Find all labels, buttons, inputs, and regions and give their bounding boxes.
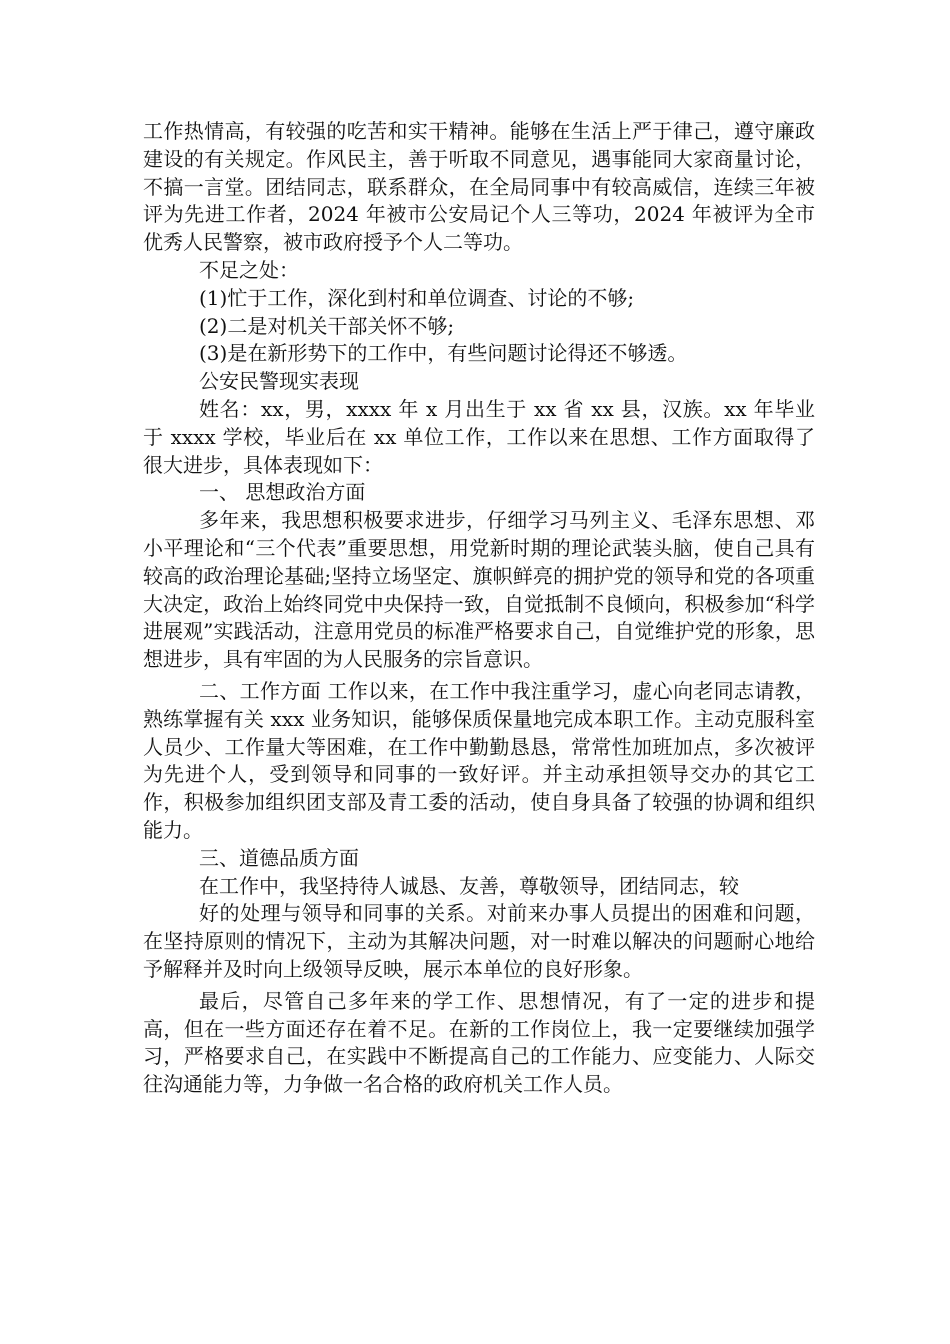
list-item-shortcoming-2: (2)二是对机关干部关怀不够; bbox=[199, 313, 455, 338]
heading-shortcomings: 不足之处： bbox=[199, 257, 299, 282]
paragraph-conclusion: 最后，尽管自己多年来的学工作、思想情况，有了一定的进步和提高，但在一些方面还存在着不足。在新的工作岗位上，我一定要继续加强学习，严格要求自己，在实践中不断提高自己的工作能力、应变能力、人际交往沟通能力等，力争做一名合格的政府机关工作人员。 bbox=[143, 988, 815, 1097]
heading-moral-quality: 三、道德品质方面 bbox=[199, 845, 359, 870]
paragraph-merits: 工作热情高，有较强的吃苦和实干精神。能够在生活上严于律己，遵守廉政建设的有关规定。作风民主，善于听取不同意见，遇事能同大家商量讨论，不搞一言堂。团结同志，联系群众，在全局同事中有较高威信，连续三年被评为先进工作者，2024 年被市公安局记个人三等功，2024 年被评为全市优秀人民警察，被市政府授予个人二等功。 bbox=[143, 119, 815, 255]
list-item-shortcoming-3: (3)是在新形势下的工作中，有些问题讨论得还不够透。 bbox=[199, 341, 688, 366]
paragraph-moral-quality-lead: 在工作中，我坚持待人诚恳、友善，尊敬领导，团结同志，较 bbox=[199, 873, 739, 898]
list-item-shortcoming-1: (1)忙于工作，深化到村和单位调查、讨论的不够; bbox=[199, 285, 635, 310]
paragraph-political-thought: 多年来，我思想积极要求进步，仔细学习马列主义、毛泽东思想、邓小平理论和“三个代表”重要思想，用党新时期的理论武装头脑，使自己具有较高的政治理论基础;坚持立场坚定、旗帜鲜亮的拥护党的领导和党的各项重大决定，政治上始终同党中央保持一致，自觉抵制不良倾向，积极参加“科学进展观”实践活动，注意用党员的标准严格要求自己，自觉维护党的形象，思想进步，具有牢固的为人民服务的宗旨意识。 bbox=[143, 508, 815, 672]
paragraph-personal-info: 姓名：xx，男，xxxx 年 x 月出生于 xx 省 xx 县，汉族。xx 年毕业于 xxxx 学校，毕业后在 xx 单位工作，工作以来在思想、工作方面取得了很大进步，具体表现如下： bbox=[143, 396, 815, 477]
document-body bbox=[143, 118, 815, 1099]
section-title-police-performance: 公安民警现实表现 bbox=[199, 369, 359, 394]
paragraph-moral-quality: 好的处理与领导和同事的关系。对前来办事人员提出的困难和问题，在坚持原则的情况下，主动为其解决问题，对一时难以解决的问题耐心地给予解释并及时向上级领导反映，展示本单位的良好形象。 bbox=[143, 901, 815, 981]
paragraph-work: 二、工作方面 工作以来，在工作中我注重学习，虚心向老同志请教，熟练掌握有关 xxx 业务知识，能够保质保量地完成本职工作。主动克服科室人员少、工作量大等困难，在工作中勤勤恳恳，常常性加班加点，多次被评为先进个人，受到领导和同事的一致好评。并主动承担领导交办的其它工作，积极参加组织团支部及青工委的活动，使自身具备了较强的协调和组织能力。 bbox=[143, 678, 815, 842]
heading-political-thought: 一、 思想政治方面 bbox=[199, 480, 366, 505]
